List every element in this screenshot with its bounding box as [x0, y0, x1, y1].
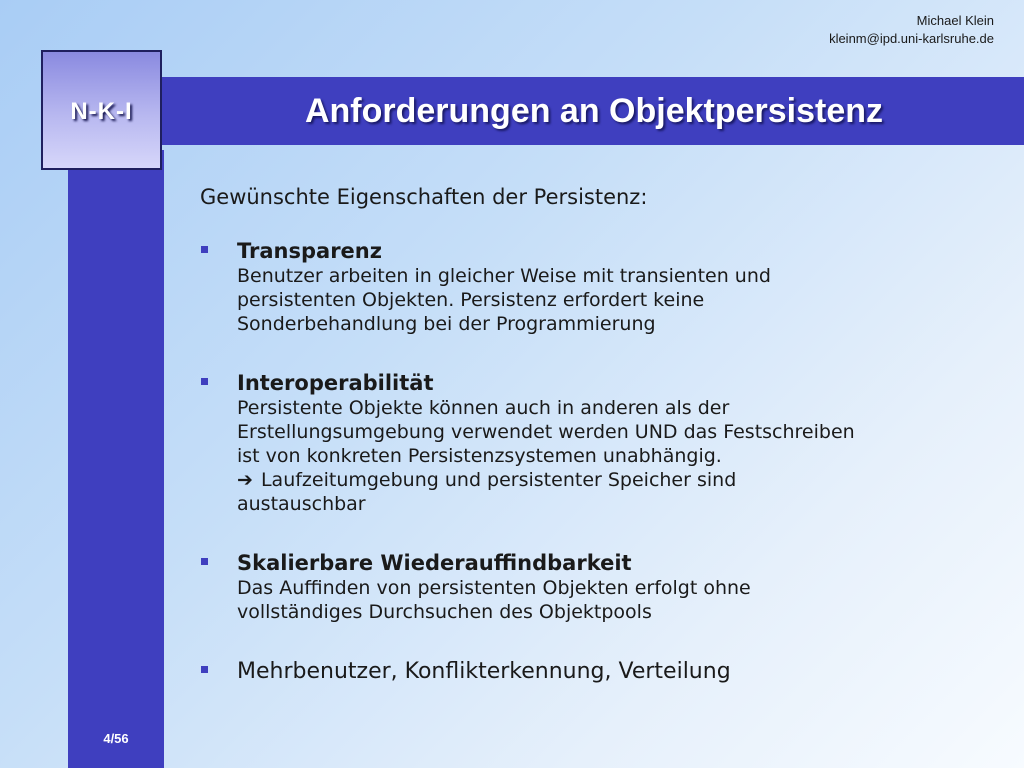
- item-description: Das Auffinden von persistenten Objekten erfolgt ohne vollständiges Durchsuchen des Objektpools: [237, 577, 751, 623]
- square-bullet-icon: [201, 378, 208, 385]
- square-bullet-icon: [201, 666, 208, 673]
- list-item-mehrbenutzer: [200, 658, 990, 686]
- item-description: Persistente Objekte können auch in anderen als der Erstellungsumgebung verwendet werden UND das Festschreiben ist von konkreten Persistenzsystemen unabhängig.: [237, 397, 855, 467]
- slide-title: Anforderungen an Objektpersistenz: [304, 92, 884, 130]
- page-number: 4/56: [103, 731, 129, 746]
- list-item-interoperabilitaet: [200, 370, 990, 516]
- intro-text: Gewünschte Eigenschaften der Persistenz:: [200, 185, 648, 209]
- item-arrow-line: [237, 468, 990, 516]
- item-arrow-text: Laufzeitumgebung und persistenter Speicher sind austauschbar: [237, 469, 737, 515]
- square-bullet-icon: [201, 558, 208, 565]
- item-description: Benutzer arbeiten in gleicher Weise mit transienten und persistenten Objekten. Persistenz erfordert keine Sonderbehandlung bei der Programmierung: [237, 265, 771, 335]
- side-bar: [68, 150, 164, 768]
- author-name: Michael Klein: [916, 13, 994, 28]
- list-item-skalierbare-wiederauffindbarkeit: [200, 550, 990, 624]
- item-text: Mehrbenutzer, Konflikterkennung, Verteilung: [237, 659, 731, 684]
- author-email: kleinm@ipd.uni-karlsruhe.de: [829, 31, 994, 46]
- item-title: Transparenz: [237, 239, 382, 263]
- list-item-transparenz: [200, 238, 990, 336]
- logo-text: N-K-I: [70, 98, 133, 125]
- item-title: Skalierbare Wiederauffindbarkeit: [237, 551, 632, 575]
- author-info: [829, 12, 994, 48]
- slide-content: [200, 182, 990, 720]
- right-arrow-icon: ➔: [237, 469, 253, 491]
- square-bullet-icon: [201, 246, 208, 253]
- logo-box: [41, 50, 162, 170]
- item-title: Interoperabilität: [237, 371, 434, 395]
